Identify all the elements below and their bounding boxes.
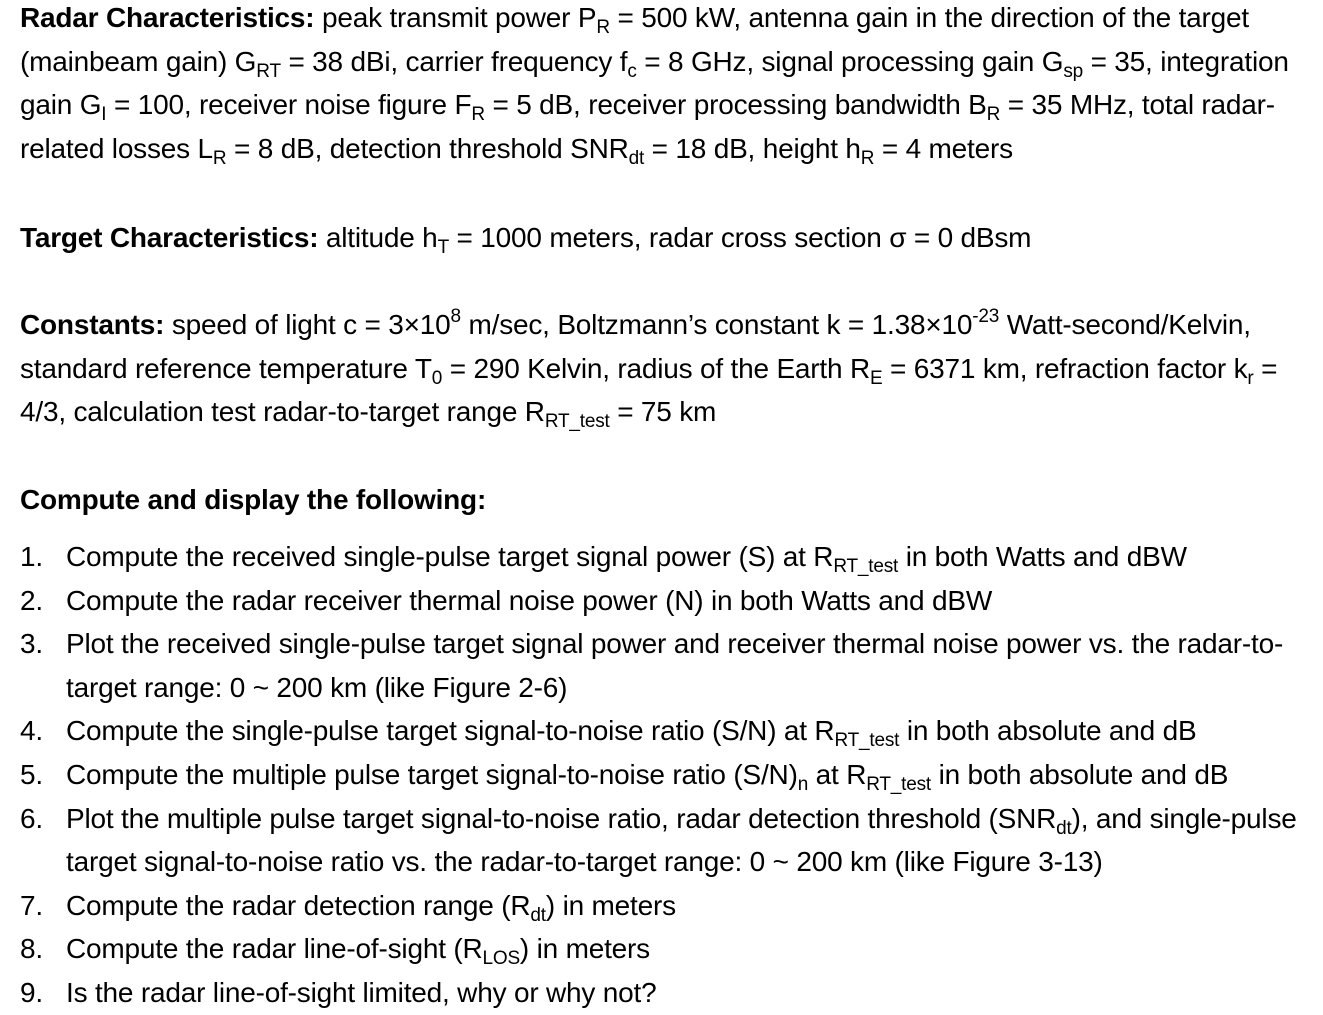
text: = 18 dB, height h (644, 132, 861, 164)
subscript: R (986, 104, 1001, 126)
subscript: E (869, 367, 883, 389)
subscript: dt (1056, 817, 1072, 839)
text: = 4/3, calculation test radar-to-target range R (20, 352, 1278, 428)
subscript: r (1247, 367, 1254, 389)
text: altitude h (318, 222, 438, 253)
item-number: 2. (20, 584, 43, 616)
text: = 500 kW, antenna gain in the direction of the target (mainbeam gain) G (20, 2, 1249, 77)
subscript: I (101, 104, 107, 126)
text: = 35, integration gain G (20, 45, 1289, 121)
item-number: 8. (20, 933, 43, 965)
text: speed of light c = 3×10 (164, 309, 451, 340)
text: = 5 dB, receiver processing bandwidth B (484, 89, 987, 121)
target-heading: Target Characteristics: (20, 222, 319, 253)
text: = 100, receiver noise figure F (106, 89, 472, 121)
subscript: n (797, 774, 809, 796)
subscript: RT_test (834, 730, 900, 752)
item-number: 6. (20, 802, 43, 834)
text: ) in meters (545, 889, 676, 921)
subscript: R (596, 17, 610, 39)
subscript: RT_test (866, 774, 931, 796)
tasks-heading: Compute and display the following: (20, 484, 487, 515)
item-number: 4. (20, 715, 43, 747)
subscript: 0 (431, 367, 443, 389)
subscript: c (627, 60, 637, 82)
constants-paragraph (20, 303, 1310, 434)
text: Compute the radar detection range (R (66, 889, 531, 921)
task-item (20, 927, 1310, 971)
superscript: -23 (972, 306, 1000, 328)
text: Plot the multiple pulse target signal-to-noise ratio, radar detection threshold (SNR (66, 802, 1057, 834)
text: in both absolute and dB (899, 715, 1197, 747)
radar-characteristics-paragraph (20, 0, 1310, 170)
text: Is the radar line-of-sight limited, why or why not? (66, 976, 657, 1008)
text: ), and single-pulse target signal-to-noise ratio vs. the radar-to-target range: 0 ~ 200 km (like Figure 3-13) (66, 802, 1297, 878)
text: Compute the radar receiver thermal noise power (N) in both Watts and dBW (66, 584, 993, 616)
item-number: 7. (20, 889, 43, 921)
text: Compute the multiple pulse target signal-to-noise ratio (S/N) (66, 758, 798, 790)
radar-heading: Radar Characteristics: (20, 2, 315, 33)
subscript: R (860, 147, 875, 169)
subscript: R (212, 147, 227, 169)
subscript: LOS (482, 948, 520, 970)
subscript: R (471, 104, 485, 126)
task-item (20, 797, 1310, 884)
text: at R (808, 758, 867, 790)
item-number: 5. (20, 758, 43, 790)
text: Plot the received single-pulse target signal power and receiver thermal noise power vs. the radar-to-target range: 0 ~ 200 km (like Figure 2-6) (66, 628, 1284, 703)
text: = 4 meters (874, 132, 1013, 164)
text: Compute the received single-pulse target signal power (S) at R (66, 541, 834, 572)
text: m/sec, Boltzmann’s constant k = 1.38×10 (460, 309, 973, 340)
text: peak transmit power P (314, 2, 597, 33)
task-item (20, 753, 1310, 797)
text: Compute the radar line-of-sight (R (66, 933, 483, 965)
text: Watt-second/Kelvin, standard reference temperature T (20, 309, 1251, 384)
text: = 1000 meters, radar cross section σ = 0 dBsm (448, 222, 1032, 253)
task-item (20, 535, 1310, 579)
task-item (20, 622, 1310, 709)
subscript: RT_test (833, 556, 899, 578)
superscript: 8 (450, 306, 461, 328)
task-list (20, 535, 1310, 1015)
task-item (20, 884, 1310, 928)
subscript: dt (628, 147, 645, 169)
text: Compute the single-pulse target signal-to-noise ratio (S/N) at R (66, 715, 835, 747)
item-number: 3. (20, 628, 43, 660)
text: = 38 dBi, carrier frequency f (280, 45, 628, 77)
text: = 290 Kelvin, radius of the Earth R (442, 352, 870, 384)
text: = 8 GHz, signal processing gain G (636, 45, 1064, 77)
constants-heading: Constants: (20, 309, 165, 340)
text: = 8 dB, detection threshold SNR (226, 132, 629, 164)
text: in both Watts and dBW (898, 541, 1187, 572)
subscript: RT (256, 60, 281, 82)
subscript: RT_test (544, 411, 610, 433)
task-item (20, 579, 1310, 623)
subscript: dt (530, 904, 546, 926)
item-number: 1. (20, 541, 43, 572)
text: = 35 MHz, total radar-related losses L (20, 89, 1275, 164)
task-item (20, 971, 1310, 1015)
item-number: 9. (20, 976, 43, 1008)
task-item (20, 709, 1310, 753)
text: = 75 km (609, 396, 717, 428)
text: ) in meters (519, 933, 650, 965)
subscript: sp (1063, 60, 1083, 82)
text: = 6371 km, refraction factor k (882, 352, 1248, 384)
target-characteristics-paragraph (20, 216, 1310, 260)
subscript: T (437, 237, 449, 259)
text: in both absolute and dB (931, 758, 1229, 790)
